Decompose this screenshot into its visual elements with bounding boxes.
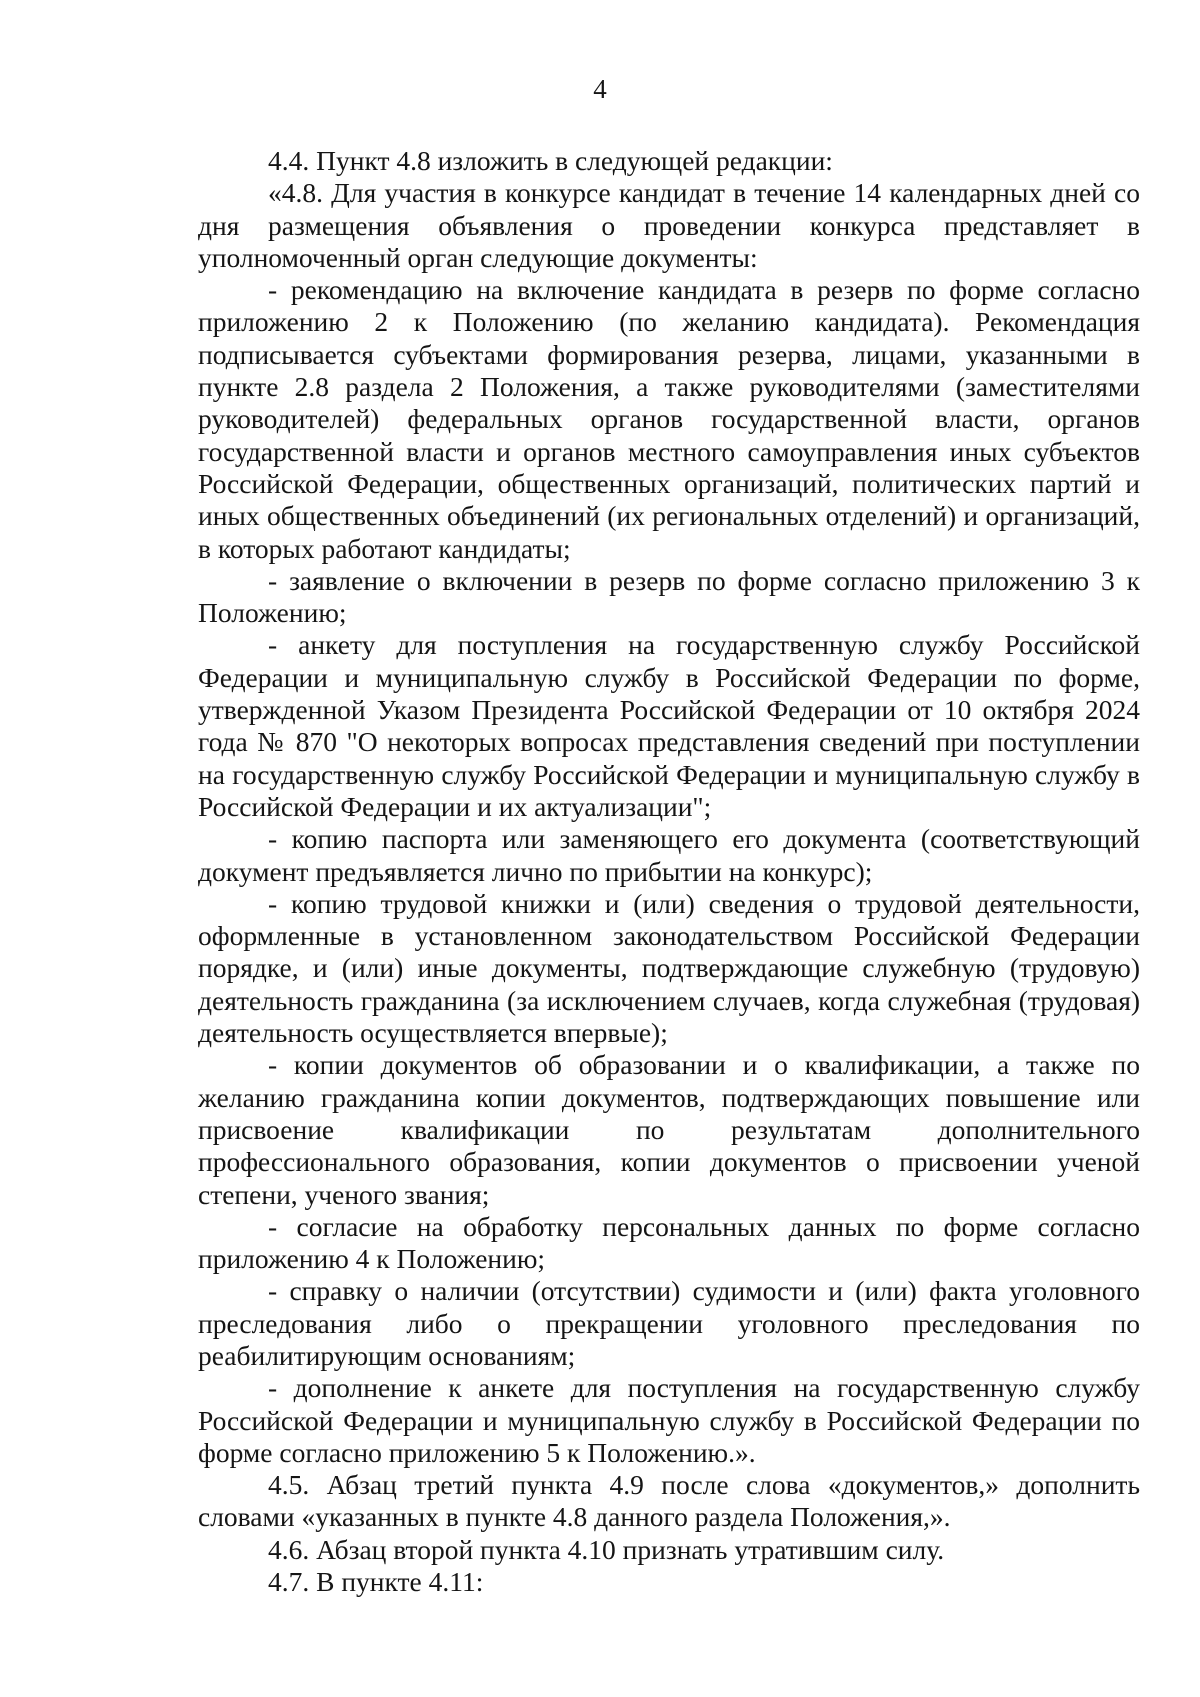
list-item-recommendation: - рекомендацию на включение кандидата в резерв по форме согласно приложению 2 к Положению (по желанию кандидата). Рекомендация подписывается субъектами формирования резерва, лицами, указанными в пункте 2.8 раздела 2 Положения, а также руководителями (заместителями руководителей) федеральных органов государственной власти, органов государственной власти и органов местного самоуправления иных субъектов Российской Федерации, общественных организаций, политических партий и иных общественных объединений (их региональных отделений) и организаций, в которых работают кандидаты; <box>198 274 1140 564</box>
page-number: 4 <box>593 74 607 104</box>
list-item-questionnaire-supplement: - дополнение к анкете для поступления на государственную службу Российской Федерации и муниципальную службу в Российской Федерации по форме согласно приложению 5 к Положению.». <box>198 1372 1140 1468</box>
list-item-work-record: - копию трудовой книжки и (или) сведения о трудовой деятельности, оформленные в установленном законодательством Российской Федерации порядке, и (или) иные документы, подтверждающие служебную (трудовую) деятельность гражданина (за исключением случаев, когда служебная (трудовая) деятельность осуществляется впервые); <box>198 887 1140 1049</box>
list-item-data-consent: - согласие на обработку персональных данных по форме согласно приложению 4 к Положению; <box>198 1210 1140 1275</box>
list-item-questionnaire: - анкету для поступления на государственную службу Российской Федерации и муниципальную службу в Российской Федерации по форме, утвержденной Указом Президента Российской Федерации от 10 октября 2024 года № 870 "О некоторых вопросах представления сведений при поступлении на государственную службу Российской Федерации и муниципальную службу в Российской Федерации и их актуализации"; <box>198 629 1140 822</box>
paragraph-4-4: 4.4. Пункт 4.8 изложить в следующей редакции: <box>268 145 833 176</box>
list-item-criminal-record: - справку о наличии (отсутствии) судимости и (или) факта уголовного преследования либо о прекращении уголовного преследования по реабилитирующим основаниям; <box>198 1275 1140 1371</box>
list-item-application: - заявление о включении в резерв по форме согласно приложению 3 к Положению; <box>198 564 1140 629</box>
list-item-education-documents: - копии документов об образовании и о квалификации, а также по желанию гражданина копии документов, подтверждающих повышение или присвоение квалификации по результатам дополнительного профессионального образования, копии документов о присвоении ученой степени, ученого звания; <box>198 1049 1140 1210</box>
list-item-passport-copy: - копию паспорта или заменяющего его документа (соответствующий документ предъявляется лично по прибытии на конкурс); <box>198 823 1140 887</box>
document-body <box>198 145 1140 1598</box>
paragraph-4-7: 4.7. В пункте 4.11: <box>268 1566 484 1598</box>
paragraph-4-6: 4.6. Абзац второй пункта 4.10 признать утратившим силу. <box>268 1533 945 1565</box>
paragraph-4-5: 4.5. Абзац третий пункта 4.9 после слова «документов,» дополнить словами «указанных в пункте 4.8 данного раздела Положения,». <box>198 1469 1140 1533</box>
paragraph-4-8-intro: «4.8. Для участия в конкурсе кандидат в течение 14 календарных дней со дня размещения объявления о проведении конкурса представляет в уполномоченный орган следующие документы: <box>198 177 1140 273</box>
